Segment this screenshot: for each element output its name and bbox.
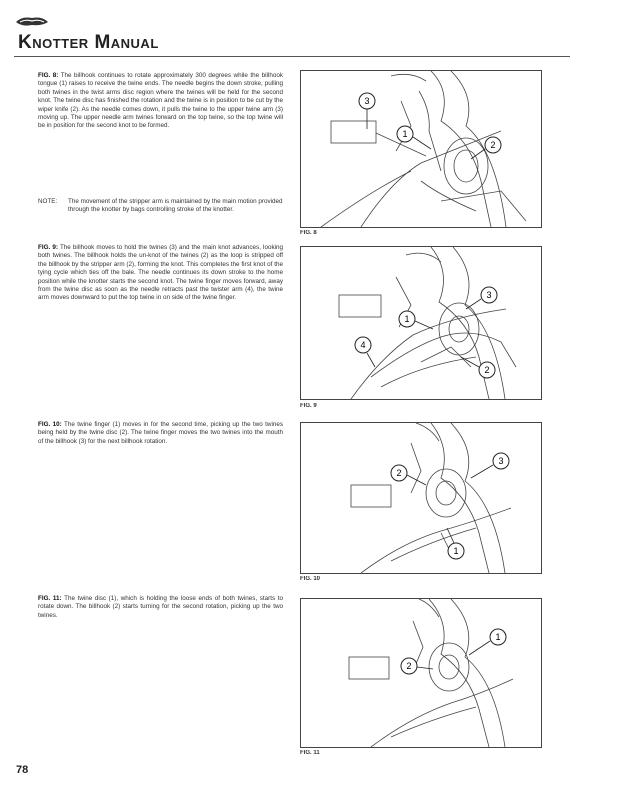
figure-9 <box>300 246 542 400</box>
page-number: 78 <box>16 764 29 776</box>
paragraph-fig-8 <box>38 72 283 131</box>
callout: 1 <box>453 546 459 556</box>
figure-10 <box>300 422 542 574</box>
knotter-illustration-8 <box>301 71 541 227</box>
callout: 2 <box>406 661 412 671</box>
fig-label: FIG. 8: <box>38 72 59 79</box>
figure-8 <box>300 70 542 228</box>
fig-label: FIG. 9: <box>38 244 58 251</box>
paragraph-text: The billhook continues to rotate approximately 300 degrees while the billhook tongue (1) raises to receive the twine ends. The needle begins the down stroke, pulling both twines in the twist arms disc region where the twines will be held for the second knot. The twine disc has finished the rotation and the twine is in position to be cut by the wiper knife (2). As the needle comes down, it pulls the twine to the upper twine arm (3) moving up. The upper needle arm twines forward on the top twine, so the top twine will be in position for the second knot to be formed. <box>38 72 283 130</box>
knotter-illustration-11 <box>301 599 541 747</box>
callout: 1 <box>495 632 501 642</box>
note-label: NOTE: <box>38 198 58 205</box>
callout: 3 <box>364 96 370 106</box>
note-text: The movement of the stripper arm is maintained by the main motion provided through the knotter by bags controlling stroke of the knotter. <box>68 198 283 214</box>
paragraph-fig-10 <box>38 421 283 446</box>
figure-caption: FIG. 8 <box>300 230 317 236</box>
callout: 1 <box>402 129 408 139</box>
paragraph-text: The twine disc (1), which is holding the loose ends of both twines, starts to rotate down. The billhook (2) starts turning for the second rotation, picking up the two twines. <box>38 595 283 619</box>
knotter-illustration-9 <box>301 247 541 399</box>
callout: 1 <box>404 314 410 324</box>
paragraph-text: The twine finger (1) moves in for the second time, picking up the two twines being held by the twine disc (2). The twine finger moves the two twines into the mouth of the billhook (3) for the next billhook rotation. <box>38 421 284 445</box>
page-header <box>14 12 570 56</box>
figure-caption: FIG. 11 <box>300 750 320 756</box>
callout: 2 <box>396 468 402 478</box>
callout: 4 <box>360 340 366 350</box>
header-rule <box>14 56 570 57</box>
callout: 2 <box>490 140 496 150</box>
figure-caption: FIG. 10 <box>300 576 321 582</box>
paragraph-fig-11 <box>38 595 283 620</box>
paragraph-text: The billhook moves to hold the twines (3) and the main knot advances, looking both twines. The billhook holds the un-knot of the twines (2) as the loop is stripped off the billhook by the stripper arm (2), forming the knot. This completes the first knot of the tying cycle which ties off the bale. The needle continues its down stroke to the home position while the knotter starts the second knot. The twine finger moves forward, away from the twine disc as soon as the needle retracts past the twister arm (4), the twine arm moves downward to put the top twine in on side of the twine finger. <box>38 244 284 302</box>
knotter-illustration-10 <box>301 423 541 573</box>
brand-logo-icon <box>14 14 50 30</box>
manual-title: Knotter Manual <box>18 32 159 53</box>
fig-label: FIG. 11: <box>38 595 62 602</box>
figure-11 <box>300 598 542 748</box>
note-block <box>38 198 283 215</box>
callout: 3 <box>498 456 504 466</box>
fig-label: FIG. 10: <box>38 421 62 428</box>
callout: 3 <box>486 290 492 300</box>
paragraph-fig-9 <box>38 244 283 303</box>
figure-caption: FIG. 9 <box>300 403 317 409</box>
callout: 2 <box>484 365 490 375</box>
